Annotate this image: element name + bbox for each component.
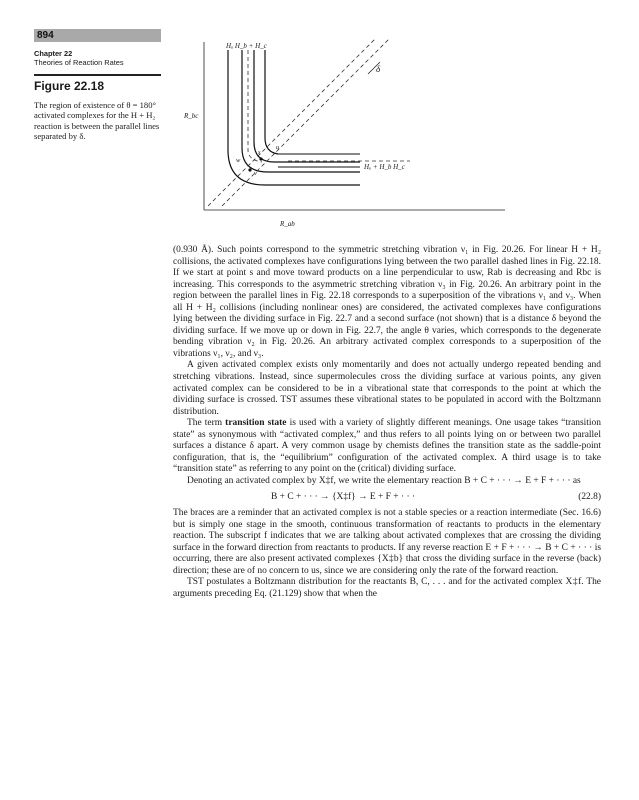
equation-22-8 [173,492,601,504]
saddle-point-s [259,157,262,160]
paragraph-6: TST postulates a Boltzmann distribution for the reactants B, C, . . . and for the activated complex X‡f. The arguments preceding Eq. (21.129) show that when the [173,577,601,599]
equation-body: B + C + · · · → {X‡f} → E + F + · · · [271,492,416,503]
paragraph-2: A given activated complex exists only momentarily and does not actually undergo repeated bending and stretching vibrations. Instead, since supermolecules cross the dividing surface at various points, any given activated complex can be considered to be in a vibrational state that corresponds to the point at which the dividing surface is crossed. TST assumes these vibrational states to be populated in accord with the Boltzmann distribution. [173,360,601,417]
paragraph-5: The braces are a reminder that an activated complex is not a stable species or a reaction intermediate (Sec. 16.6) but is simply one stage in the smooth, continuous transformation of reactants to products in the elementary reaction. The subscript f indicates that we are talking about activated complexes that are crossing the dividing surface in the forward direction from reactants to products. If any reverse reaction E + F + · · · → B + C + · · · is occurring, there are also present activated complexes {X‡b} that cross the dividing surface in the reverse (back) direction; these are of no concern to us, since we are considering only the rate of the forward reaction. [173,508,601,576]
reaction-path [248,50,262,162]
point-v [248,168,251,171]
label-reactants-top: Hₐ H_b + H_c [226,42,267,50]
p3-start: The term [187,418,226,429]
figure-rule [34,74,161,76]
figure-title: Figure 22.18 [34,79,105,93]
label-s: s [258,149,261,156]
label-u: u [276,144,280,151]
paragraph-1: (0.930 Å). Such points correspond to the symmetric stretching vibration ν₁ in Fig. 20.26. For linear H + H₂ collisions, the activated complexes have configurations lying between the two parallel dashed lines in Fig. 22.18. If we start at point s and move toward products on a line perpendicular to usw, Rab is decreasing and Rbc is increasing. This corresponds to the asymmetric stretching vibration ν₃ in Fig. 20.26. An arbitrary point in the region between the parallel lines in Fig. 22.18 corresponds to a superposition of the vibrations ν₁ and ν₃. When all H + H₂ collisions (including nonlinear ones) are considered, the activated complexes have configurations lying between the dividing surface in Fig. 22.7 and a second surface (not shown) that is a distance δ beyond the dividing surface. If we move up or down in Fig. 22.7, the angle θ varies, which corresponds to the degenerate bending vibration ν₂ in Fig. 20.26. An arbitrary activated complex corresponds to a superposition of the vibrations ν₁, ν₂, and ν₃. [173,245,601,359]
dividing-line-1 [208,39,375,206]
label-v: v [254,170,257,177]
paragraph-3 [173,418,601,476]
page-number: 894 [34,29,161,42]
label-w: w [236,157,241,164]
contour-center-loop [278,154,360,167]
potential-energy-contour-diagram [170,30,510,240]
delta-label: δ [376,64,381,74]
label-y-axis: R_bc [184,112,199,120]
chapter-label: Chapter 22 [34,49,73,58]
equation-number: (22.8) [578,492,601,503]
term-transition-state: transition state [225,418,287,429]
p3-end: is used with a variety of slightly different meanings. One usage takes “transition state” as synonymous with “activated complex,” and thus refers to all points lying on or between two parallel surfaces a distance δ apart. A very common usage by chemists defines the transition state as the saddle-point configuration, that is, the “equilibrium” configuration of the activated complex. A third usage is to take “transition state” as referring to any point on the (critical) dividing surface. [173,418,601,475]
label-products-right: Hₐ + H_b H_c [364,163,405,171]
figure-caption: The region of existence of θ = 180° activated complexes for the H + H₂ reaction is between the parallel lines separated by δ. [34,100,160,142]
contour-innermost [265,50,278,154]
chapter-title: Theories of Reaction Rates [34,58,124,67]
label-x-axis: R_ab [280,220,295,228]
contour-inner [254,50,360,162]
paragraph-4: Denoting an activated complex by X‡f, we write the elementary reaction B + C + · · · → E + F + · · · as [187,475,581,486]
body-text [173,245,601,600]
dividing-line-2 [222,39,389,206]
chapter-heading [34,49,169,67]
